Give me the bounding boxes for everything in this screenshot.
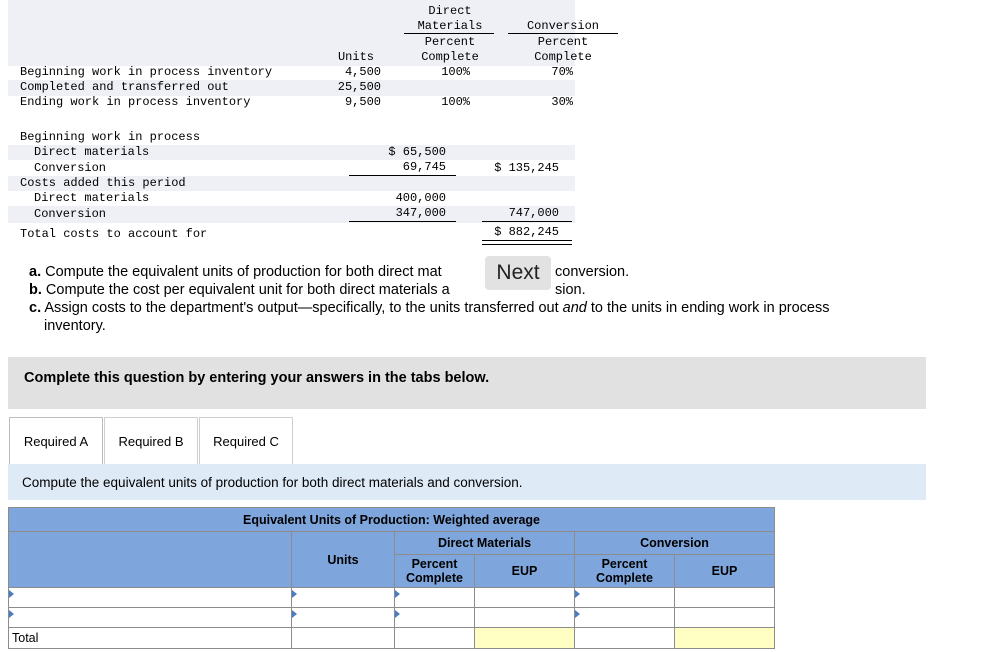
add-conv-value: 347,000 [395,206,446,220]
dm-eup-header: EUP [475,555,575,588]
units-input[interactable] [292,608,395,628]
beg-dm-label: Direct materials [34,145,150,159]
row-label-field[interactable] [9,588,291,607]
row-label-field[interactable] [9,608,291,627]
question-b: b. Compute the cost per equivalent unit for both direct materials a [29,282,450,298]
dm-percent-field[interactable] [395,588,474,607]
dropdown-arrow-icon [9,590,14,598]
total-units-field[interactable] [292,628,394,648]
dm-eup-field[interactable] [475,588,574,607]
row-label: Beginning work in process inventory [20,65,273,79]
instruction-text: Compute the equivalent units of production for both direct materials and conversion. [22,475,523,490]
total-conv-eup [675,628,775,649]
dm-percent-input[interactable] [395,608,475,628]
dropdown-arrow-icon [395,590,400,598]
question-c-line2: inventory. [44,318,106,334]
row-units: 9,500 [344,95,381,109]
dropdown-arrow-icon [575,590,580,598]
conv-eup-field[interactable] [675,608,774,627]
table-row [9,588,775,608]
row-label-input[interactable] [9,588,292,608]
beg-conv-label: Conversion [34,161,107,175]
conv-percent-field[interactable] [575,608,674,627]
question-a-tail: conversion. [555,264,630,280]
dm-percent-header: Percent Complete [395,555,475,588]
add-conv-label: Conversion [34,207,107,221]
units-col-header: Units [292,532,395,588]
units-header: Units [337,50,374,64]
conv-header-line3: Complete [534,50,592,64]
total-row [9,628,775,649]
dm-percent-input[interactable] [395,588,475,608]
dropdown-arrow-icon [575,610,580,618]
units-field[interactable] [292,608,394,627]
conv-percent-input[interactable] [575,588,675,608]
beginning-wip-label: Beginning work in process [20,130,201,144]
total-costs-label: Total costs to account for [20,227,208,241]
conv-eup-field[interactable] [675,588,774,607]
tab-required-b[interactable]: Required B [104,417,198,465]
add-dm-label: Direct materials [34,191,150,205]
total-dm-percent-blank [395,628,475,649]
conv-eup-input[interactable] [675,588,775,608]
conv-header-line1: Conversion [526,19,599,33]
question-b-tail: sion. [555,282,586,298]
conv-percent-header: Percent Complete [575,555,675,588]
total-label: Total [9,628,292,649]
row-units: 4,500 [344,65,381,79]
total-costs-value: $ 882,245 [494,225,559,239]
table-row [9,608,775,628]
conv-eup-input[interactable] [675,608,775,628]
dm-header-line2: Materials [417,19,483,33]
add-dm-value: 400,000 [395,191,446,205]
total-conv-percent-blank [575,628,675,649]
units-input[interactable] [292,588,395,608]
conv-group-header: Conversion [575,532,775,555]
row-label-input[interactable] [9,608,292,628]
beg-conv-value: 69,745 [402,160,446,174]
dm-header-line1: Direct [428,4,472,18]
total-dm-eup [475,628,575,649]
eup-title: Equivalent Units of Production: Weighted average [9,508,775,532]
question-a: a. Compute the equivalent units of production for both direct mat [29,264,442,280]
add-total: 747,000 [508,206,559,220]
blank-header [9,532,292,588]
dm-eup-input[interactable] [475,588,575,608]
dropdown-arrow-icon [292,610,297,618]
next-button[interactable]: Next [485,256,551,290]
total-units-input[interactable] [292,628,395,649]
row-dm: 100% [441,65,470,79]
beg-dm-value: $ 65,500 [388,145,446,159]
row-dm: 100% [441,95,470,109]
dropdown-arrow-icon [395,610,400,618]
row-units: 25,500 [337,80,381,94]
conv-eup-header: EUP [675,555,775,588]
eup-table [8,507,775,649]
dm-header-line4: Complete [421,50,479,64]
row-label: Completed and transferred out [20,80,229,94]
dm-eup-input[interactable] [475,608,575,628]
dropdown-arrow-icon [9,610,14,618]
row-conv: 70% [551,65,573,79]
dm-group-header: Direct Materials [395,532,575,555]
row-label: Ending work in process inventory [20,95,251,109]
tab-required-c[interactable]: Required C [199,417,293,465]
costs-added-label: Costs added this period [20,176,186,190]
conv-header-line2: Percent [537,35,589,49]
dropdown-arrow-icon [292,590,297,598]
question-c: c. Assign costs to the department's output—specifically, to the units transferred out and to the units in ending work in process [29,300,830,316]
row-conv: 30% [551,95,573,109]
dm-eup-field[interactable] [475,608,574,627]
beg-total: $ 135,245 [494,161,559,175]
dm-percent-field[interactable] [395,608,474,627]
panel-text: Complete this question by entering your answers in the tabs below. [24,370,490,386]
conv-percent-field[interactable] [575,588,674,607]
instructions-panel [8,357,926,409]
tab-required-a[interactable]: Required A [9,417,103,465]
units-field[interactable] [292,588,394,607]
instruction-bar [8,464,926,500]
dm-header-line3: Percent [424,35,476,49]
conv-percent-input[interactable] [575,608,675,628]
